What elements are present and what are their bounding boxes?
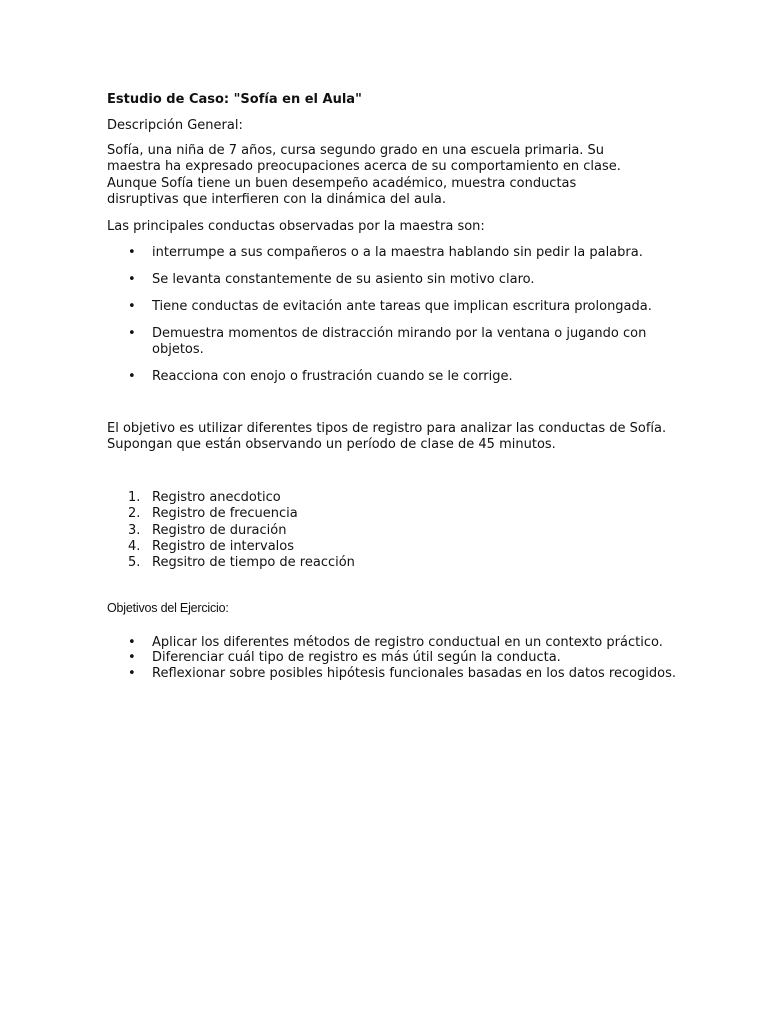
behavior-text: Reacciona con enojo o frustración cuando se le corrige.: [152, 369, 513, 385]
list-item: [107, 326, 652, 359]
record-types-list: [107, 490, 355, 571]
list-number: 4.: [128, 538, 141, 554]
list-item: [107, 490, 355, 506]
list-item: [107, 299, 652, 315]
objective-text: Reflexionar sobre posibles hipótesis funcionales basadas en los datos recogidos.: [152, 665, 677, 681]
objective-text: Aplicar los diferentes métodos de registro conductual en un contexto práctico.: [152, 635, 663, 650]
list-item: [107, 650, 676, 665]
behaviors-intro: Las principales conductas observadas por la maestra son:: [107, 219, 485, 234]
objective-text: Diferenciar cuál tipo de registro es más útil según la conducta.: [152, 650, 561, 666]
exercise-objective: El objetivo es utilizar diferentes tipos de registro para analizar las conductas de Sofía. Supongan que están observando un período de clase de 45 minutos.: [107, 421, 667, 453]
list-number: 3.: [128, 522, 141, 538]
list-item: [107, 635, 676, 650]
list-item: [107, 369, 652, 385]
bullet-icon: •: [128, 635, 136, 650]
record-type-label: Registro de duración: [152, 522, 287, 538]
list-number: 1.: [128, 490, 141, 505]
record-type-label: Regsitro de tiempo de reacción: [152, 555, 355, 571]
list-item: [107, 506, 355, 522]
document-title: Estudio de Caso: "Sofía en el Aula": [107, 92, 362, 107]
objectives-heading: Objetivos del Ejercicio:: [107, 601, 229, 615]
bullet-icon: •: [128, 665, 136, 681]
case-description: Sofía, una niña de 7 años, cursa segundo grado en una escuela primaria. Su maestra ha expresado preocupaciones acerca de su comportamiento en clase. Aunque Sofía tiene un buen desempeño académico, muestra conductas disruptivas que interfieren con la dinámica del aula.: [107, 143, 621, 207]
behavior-text: interrumpe a sus compañeros o a la maestra hablando sin pedir la palabra.: [152, 245, 643, 260]
general-description-heading: Descripción General:: [107, 118, 243, 133]
list-item: [107, 539, 355, 555]
list-item: [107, 272, 652, 288]
objectives-list: [107, 635, 676, 681]
list-number: 5.: [128, 555, 141, 571]
list-item: [107, 523, 355, 539]
behavior-text: Demuestra momentos de distracción mirando por la ventana o jugando con objetos.: [152, 325, 647, 358]
bullet-icon: •: [128, 369, 136, 385]
behavior-text: Tiene conductas de evitación ante tareas que implican escritura prolongada.: [152, 298, 652, 314]
list-item: [107, 245, 652, 261]
bullet-icon: •: [128, 650, 136, 666]
bullet-icon: •: [128, 271, 136, 287]
bullet-icon: •: [128, 325, 136, 341]
list-number: 2.: [128, 506, 141, 522]
list-item: [107, 555, 355, 571]
behavior-text: Se levanta constantemente de su asiento sin motivo claro.: [152, 271, 535, 287]
record-type-label: Registro de frecuencia: [152, 506, 298, 522]
record-type-label: Registro anecdotico: [152, 490, 281, 505]
bullet-icon: •: [128, 298, 136, 314]
record-type-label: Registro de intervalos: [152, 538, 294, 554]
list-item: [107, 666, 676, 681]
behaviors-list: [107, 245, 652, 396]
bullet-icon: •: [128, 245, 136, 260]
